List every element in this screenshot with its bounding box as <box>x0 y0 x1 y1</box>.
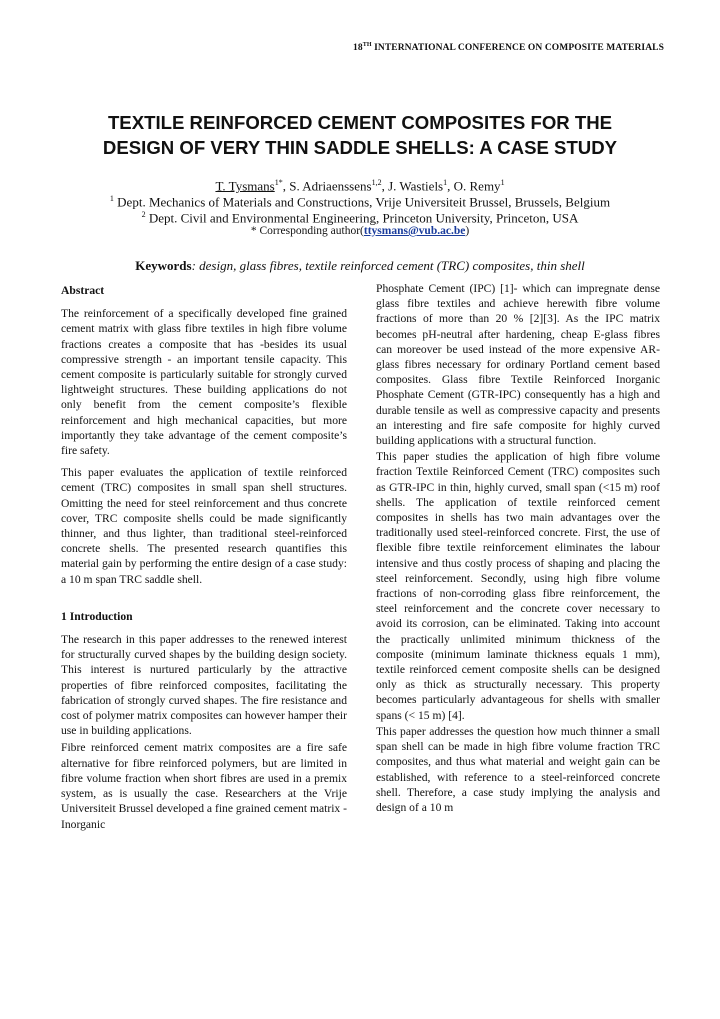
right-paragraph-2: This paper studies the application of high fibre volume fraction Textile Reinforced Cement (TRC) composites such as GTR-IPC in thin, highly curved, small span (<15 m) roof shells. The application of textile reinforced cement composites in shells has two main advantages over the traditionally used steel-reinforced concrete. First, the use of flexible fibre textile reinforcement eliminates the labour intensive and thus costly process of shaping and placing the steel reinforcement. Secondly, using high fibre volume fractions of non-corroding glass fibre reinforcement, the steel reinforcement and the concrete cover necessary to avoid its corrosion, can be eliminated. Taking into account the practically unlimited minimum thickness of the composite (minimum laminate thickness equals 1 mm), textile reinforced cement composite shells can be designed only as thick as structurally necessary. This property becomes particularly advantageous for shells with smaller spans (< 15 m) [4]. <box>376 450 660 722</box>
keywords-label: Keywords <box>135 258 192 273</box>
abstract-paragraph-1: The reinforcement of a specifically developed fine grained cement matrix with glass fibre textiles in high fibre volume fractions creates a composite that has -besides its usual compressive strength - an important tensile capacity. This cement composite is particularly suitable for strongly curved lightweight structures. These building applications do not only benefit from the cement composite’s flexible reinforcement and high mechanical capacities, but more importantly they take advantage of the cement composite’s fire safety. <box>61 307 347 458</box>
title-line-1: TEXTILE REINFORCED CEMENT COMPOSITES FOR THE <box>107 112 613 133</box>
right-paragraph-1: Phosphate Cement (IPC) [1]- which can impregnate dense glass fibre textiles and achieve herewith fibre volume fractions of more than 20 % [2][3]. As the IPC matrix becomes pH-neutral after hardening, cheap E-glass fibres can moreover be used instead of the more expensive AR-glass fibres necessary for ordinary Portland cement based composites. Glass fibre Textile Reinforced Inorganic Phosphate Cement (GTR-IPC) consequently has a high and durable tensile as well as compressive capacity and presents an interesting and fire safe composite for highly curved building applications with a structural function. <box>376 282 660 448</box>
abstract-paragraph-2: This paper evaluates the application of textile reinforced cement (TRC) composites in small span shell structures. Omitting the need for steel reinforcement and thus concrete cover, TRC composite shells could be made significantly thinner, and thus lighter, than traditional steel-reinforced concrete shells. The presented research quantifies this material gain by performing the entire design of a case study: a 10 m span TRC saddle shell. <box>61 466 347 586</box>
author-1-sup: 1* <box>274 178 283 187</box>
affiliation-2-sup: 2 <box>141 210 146 219</box>
author-4-sup: 1 <box>500 178 505 187</box>
author-3: , J. Wastiels <box>381 178 444 194</box>
author-1: T. Tysmans <box>215 178 275 194</box>
corresponding-suffix: ) <box>465 225 470 237</box>
corresponding-prefix: * Corresponding author( <box>250 225 364 237</box>
affiliation-2-text: Dept. Civil and Environmental Engineering, Princeton University, Princeton, USA <box>145 210 579 226</box>
author-4: , O. Remy <box>447 178 501 194</box>
title-line-2: DESIGN OF VERY THIN SADDLE SHELLS: A CASE STUDY <box>102 137 618 158</box>
abstract-heading: Abstract <box>61 284 105 297</box>
author-3-sup: 1 <box>443 178 448 187</box>
author-2: , S. Adriaenssens <box>282 178 372 194</box>
corresponding-email-link[interactable]: ttysmans@vub.ac.be <box>363 225 466 237</box>
paper-title <box>60 110 660 160</box>
right-column <box>376 281 660 822</box>
corresponding-author <box>60 224 660 238</box>
conference-header <box>353 42 664 53</box>
right-paragraph-3: This paper addresses the question how much thinner a small span shell can be made in high fibre volume fraction TRC composites, and thus what material and weight gain can be established, with reference to a steel-reinforced concrete shell. Therefore, a case study implying the analysis and design of a 10 m <box>376 724 660 814</box>
keywords-line <box>60 258 660 274</box>
left-column <box>61 283 347 839</box>
affiliation-1-text: Dept. Mechanics of Materials and Constructions, Vrije Universiteit Brussel, Brussels, Belgium <box>113 194 611 210</box>
introduction-heading: 1 Introduction <box>61 609 133 623</box>
introduction-paragraph-2: Fibre reinforced cement matrix composites are a fire safe alternative for fibre reinforced polymers, but are limited in fibre volume fraction when short fibres are used in a premix system, as is usually the case. Researchers at the Vrije Universiteit Brussel developed a fine grained cement matrix - Inorganic <box>61 741 347 831</box>
affiliation-1-sup: 1 <box>109 194 114 203</box>
author-2-sup: 1,2 <box>371 178 382 187</box>
keywords-text: : design, glass fibres, textile reinforced cement (TRC) composites, thin shell <box>191 258 585 273</box>
header-number: 18 <box>353 43 363 54</box>
introduction-paragraph-1: The research in this paper addresses to the renewed interest for structurally curved shapes by the building design society. This interest is nurtured particularly by the attractive properties of fibre reinforced composites, facilitating the fabrication of strongly curved shapes. The fire resistance and cost of polymer matrix composites can however hamper their use in building applications. <box>61 633 347 738</box>
header-text: INTERNATIONAL CONFERENCE ON COMPOSITE MATERIALS <box>371 43 664 54</box>
header-superscript: TH <box>362 42 372 48</box>
